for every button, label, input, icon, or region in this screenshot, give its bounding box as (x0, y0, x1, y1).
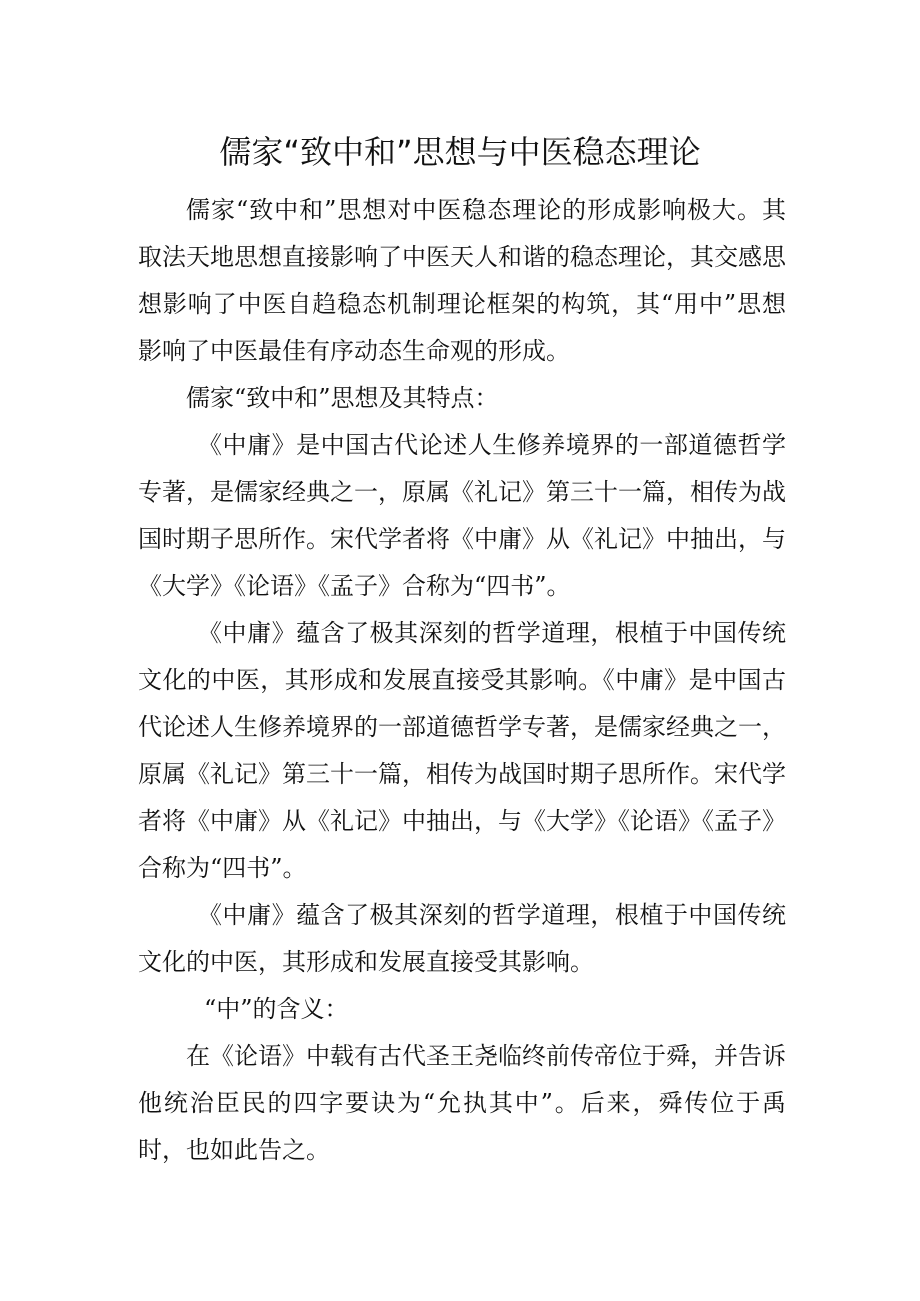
paragraph-zhongyong-summary: 《中庸》蕴含了极其深刻的哲学道理，根植于中国传统文化的中医，其形成和发展直接受其影响。 (138, 901, 786, 976)
section-heading-features: 儒家“致中和”思想及其特点： (186, 384, 499, 412)
paragraph-lunyu: 在《论语》中载有古代圣王尧临终前传帝位于舜，并告诉他统治臣民的四字要诀为“允执其中”。后来，舜传位于禹时，也如此告之。 (138, 1042, 786, 1164)
paragraph-zhongyong-influence: 《中庸》蕴含了极其深刻的哲学道理，根植于中国传统文化的中医，其形成和发展直接受其影响。《中庸》是中国古代论述人生修养境界的一部道德哲学专著，是儒家经典之一，原属《礼记》第三十一篇，相传为战国时期子思所作。宋代学者将《中庸》从《礼记》中抽出，与《大学》《论语》《孟子》合称为“四书”。 (138, 619, 786, 882)
page-title: 儒家“致中和”思想与中医稳态理论 (219, 133, 701, 171)
paragraph-zhongyong-intro: 《中庸》是中国古代论述人生修养境界的一部道德哲学专著，是儒家经典之一，原属《礼记》第三十一篇，相传为战国时期子思所作。宋代学者将《中庸》从《礼记》中抽出，与《大学》《论语》《孟子》合称为“四书”。 (138, 431, 786, 600)
section-heading-zhong-meaning: “中”的含义： (204, 995, 349, 1023)
document-body (138, 187, 786, 1174)
paragraph-intro: 儒家“致中和”思想对中医稳态理论的形成影响极大。其取法天地思想直接影响了中医天人和谐的稳态理论，其交感思想影响了中医自趋稳态机制理论框架的构筑，其“用中”思想影响了中医最佳有序动态生命观的形成。 (138, 196, 786, 365)
